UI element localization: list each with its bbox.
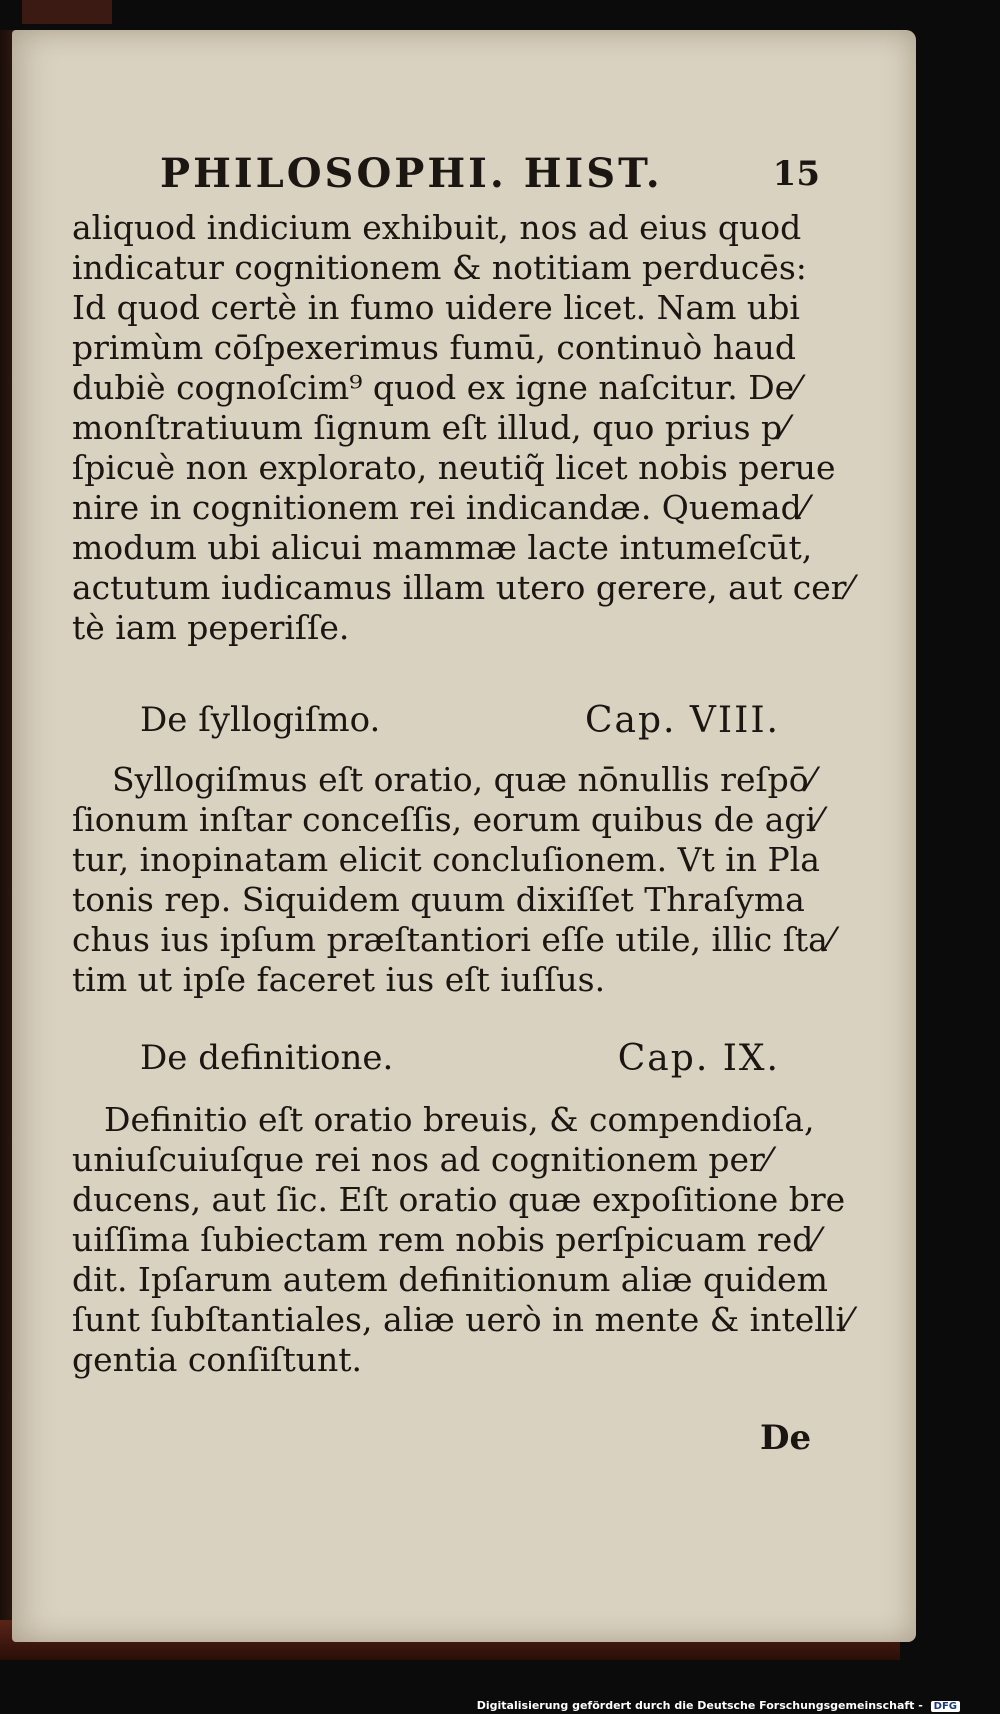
digitization-credit-text: Digitalisierung gefördert durch die Deutsche Forschungsgemeinschaft - [476,1699,923,1712]
chapter-8-heading [140,700,780,750]
text-line: primùm cōſpexerimus fumū, continuò haud [72,328,797,367]
text-line: chus ius ipſum præſtantiori eſſe utile, illic ſta⁄ [72,920,834,959]
text-line: ſionum inſtar conceſſis, eorum quibus de agi⁄ [72,800,822,839]
chapter-8-topic: De ſyllogiſmo. [140,700,381,740]
text-line: ducens, aut ſic. Eſt oratio quæ expoſitione bre [72,1180,846,1219]
text-line: aliquod indicium exhibuit, nos ad eius quod [72,208,802,247]
page-number: 15 [772,154,820,194]
text-line: dit. Ipſarum autem definitionum aliæ quidem [72,1260,828,1299]
running-head-title: PHILOSOPHI. HIST. [160,150,663,197]
chapter-9-number: Cap. IX. [617,1038,780,1079]
text-line: monſtratiuum ſignum eſt illud, quo prius p⁄ [72,408,788,447]
text-line: uniuſcuiuſque rei nos ad cognitionem per⁄ [72,1140,771,1179]
chapter-9-heading [140,1038,780,1088]
paragraph-1 [72,208,853,648]
text-line: Id quod certè in fumo uidere licet. Nam ubi [72,288,800,327]
text-line: uiſſima ſubiectam rem nobis perſpicuam red⁄ [72,1220,819,1259]
chapter-9-topic: De definitione. [140,1038,394,1078]
book-edge-top [22,0,112,24]
chapter-8-number: Cap. VIII. [584,700,780,741]
paragraph-2 [72,760,832,1000]
running-head [150,150,830,210]
text-line: indicatur cognitionem & notitiam perducēs: [72,248,807,287]
catchword: De [760,1418,812,1458]
text-line: dubiè cognoſcim⁹ quod ex igne naſcitur. De⁄ [72,368,800,407]
text-line: gentia conſiſtunt. [72,1340,362,1379]
text-line: ſpicuè non explorato, neutiq̃ licet nobis perue [72,448,836,487]
text-line: nire in cognitionem rei indicandæ. Quemad⁄ [72,488,808,527]
text-line: Syllogiſmus eſt oratio, quæ nōnullis reſpō⁄ [112,760,815,799]
text-line: modum ubi alicui mammæ lacte intumeſcūt, [72,528,813,567]
text-line: actutum iudicamus illam utero gerere, aut cer⁄ [72,568,853,607]
text-line: ſunt ſubſtantiales, aliæ uerò in mente & intelli⁄ [72,1300,852,1339]
paragraph-3 [72,1100,852,1380]
dfg-logo-icon: DFG [931,1701,960,1712]
text-line: tur, inopinatam elicit concluſionem. Vt in Pla [72,840,820,879]
text-line: tè iam peperiſſe. [72,608,350,647]
text-line: tim ut ipſe faceret ius eſt iuſſus. [72,960,606,999]
text-line: tonis rep. Siquidem quum dixiſſet Thraſyma [72,880,805,919]
digitization-credit [477,1699,960,1712]
text-line: Definitio eſt oratio breuis, & compendioſa, [104,1100,815,1139]
